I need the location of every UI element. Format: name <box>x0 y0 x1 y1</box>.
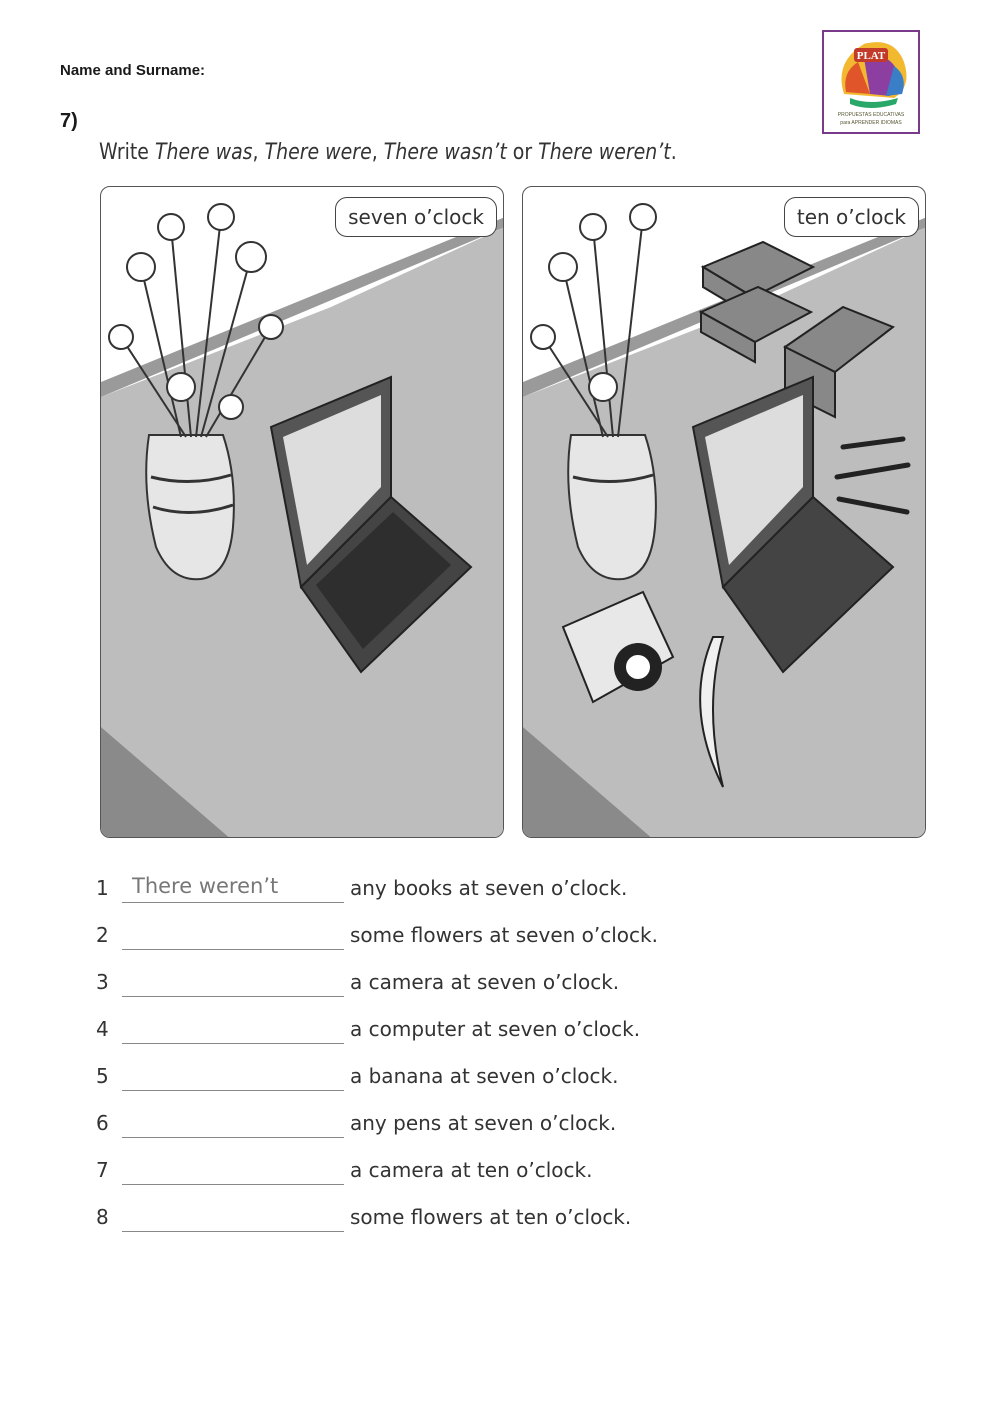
exercise-row-7 <box>96 1154 696 1188</box>
logo-line-1: PROPUESTAS EDUCATIVAS <box>837 112 905 118</box>
exercise-row-1 <box>96 872 696 906</box>
answer-blank-6[interactable] <box>122 1107 344 1138</box>
exercise-row-2 <box>96 919 696 953</box>
name-surname-label: Name and Surname: <box>60 62 206 79</box>
plat-logo <box>822 30 920 134</box>
sentence-text: a banana at seven o’clock. <box>350 1064 619 1088</box>
answer-blank-8[interactable] <box>122 1201 344 1232</box>
row-number: 4 <box>96 1017 109 1041</box>
sentence-text: some flowers at seven o’clock. <box>350 923 658 947</box>
sentence-text: a camera at seven o’clock. <box>350 970 620 994</box>
time-label-seven: seven o’clock <box>335 197 497 237</box>
answer-blank-7[interactable] <box>122 1154 344 1185</box>
exercise-row-4 <box>96 1013 696 1047</box>
row-number: 5 <box>96 1064 109 1088</box>
row-number: 8 <box>96 1205 109 1229</box>
exercise-row-3 <box>96 966 696 1000</box>
row-number: 7 <box>96 1158 109 1182</box>
time-label-ten: ten o’clock <box>784 197 919 237</box>
exercise-row-8 <box>96 1201 696 1235</box>
answer-blank-2[interactable] <box>122 919 344 950</box>
row-number: 2 <box>96 923 109 947</box>
sentence-text: any pens at seven o’clock. <box>350 1111 617 1135</box>
sentence-text: any books at seven o’clock. <box>350 876 628 900</box>
sentence-text: a computer at seven o’clock. <box>350 1017 641 1041</box>
sentence-text: some flowers at ten o’clock. <box>350 1205 632 1229</box>
answer-text: There weren’t <box>132 874 279 898</box>
logo-line-2: para APRENDER IDIOMAS <box>840 120 902 126</box>
row-number: 1 <box>96 876 109 900</box>
picture-ten-oclock <box>522 186 926 838</box>
logo-brand: PLAT <box>856 50 886 62</box>
picture-seven-oclock <box>100 186 504 838</box>
instruction: Write There was, There were, There wasn’t or There weren’t. <box>99 140 677 165</box>
answer-blank-1[interactable] <box>122 872 344 903</box>
row-number: 3 <box>96 970 109 994</box>
exercise-number: 7) <box>60 110 78 132</box>
row-number: 6 <box>96 1111 109 1135</box>
exercise-row-6 <box>96 1107 696 1141</box>
answer-blank-4[interactable] <box>122 1013 344 1044</box>
exercise-row-5 <box>96 1060 696 1094</box>
answer-blank-5[interactable] <box>122 1060 344 1091</box>
answer-blank-3[interactable] <box>122 966 344 997</box>
sentence-text: a camera at ten o’clock. <box>350 1158 593 1182</box>
